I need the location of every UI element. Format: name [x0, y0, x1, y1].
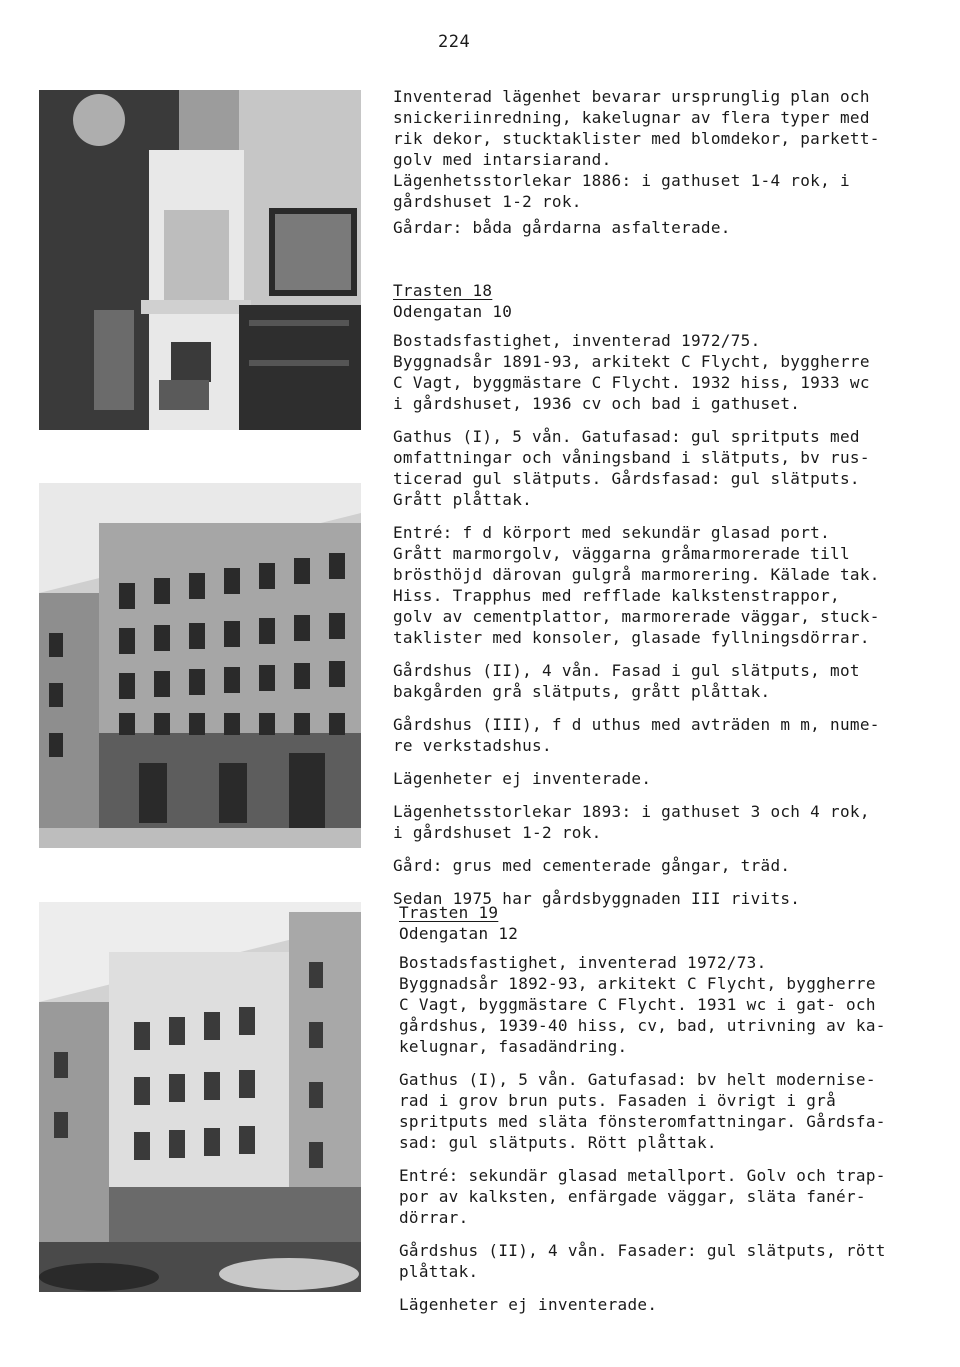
text-column-lower: [399, 902, 939, 1315]
text-line: Grått marmorgolv, väggarna gråmarmorerade till: [393, 544, 850, 563]
text-line: bakgården grå slätputs, grått plåttak.: [393, 682, 771, 701]
text-line: Entré: sekundär glasad metallport. Golv och trap-: [399, 1166, 886, 1185]
text-line: Hiss. Trapphus med refflade kalkstenstrappor,: [393, 586, 840, 605]
intro-line: gårdshuset 1-2 rok.: [393, 192, 582, 211]
text-column-upper: [393, 86, 933, 909]
section-title-trasten-18: Trasten 18: [393, 281, 493, 300]
intro-line: Lägenhetsstorlekar 1886: i gathuset 1-4 rok, i: [393, 171, 850, 190]
text-line: rad i grov brun puts. Fasaden i övrigt i grå: [399, 1091, 837, 1110]
text-line: taklister med konsoler, glasade fyllningsdörrar.: [393, 628, 870, 647]
text-line: Byggnadsår 1892-93, arkitekt C Flycht, byggherre: [399, 974, 876, 993]
street-odengatan-10: Odengatan 10: [393, 302, 513, 321]
text-line: Bostadsfastighet, inventerad 1972/75.: [393, 331, 761, 350]
text-line: Byggnadsår 1891-93, arkitekt C Flycht, byggherre: [393, 352, 870, 371]
intro-line: Inventerad lägenhet bevarar ursprunglig plan och: [393, 87, 870, 106]
text-line: Gårdshus (II), 4 vån. Fasad i gul slätputs, mot: [393, 661, 860, 680]
text-line: brösthöjd därovan gulgrå marmorering. Kälade tak.: [393, 565, 880, 584]
text-line: Gathus (I), 5 vån. Gatufasad: gul spritputs med: [393, 427, 860, 446]
text-line: por av kalksten, enfärgade väggar, släta fanér-: [399, 1187, 866, 1206]
text-line: Gårdshus (II), 4 vån. Fasader: gul slätputs, rött: [399, 1241, 886, 1260]
intro-line: rik dekor, stucktaklister med blomdekor, parkett-: [393, 129, 880, 148]
text-line: spritputs med släta fönsteromfattningar. Gårdsfa-: [399, 1112, 886, 1131]
text-line: plåttak.: [399, 1262, 479, 1281]
intro-line: snickeriinredning, kakelugnar av flera typer med: [393, 108, 870, 127]
text-line: Grått plåttak.: [393, 490, 533, 509]
facade-photo-odengatan-12: [39, 902, 361, 1292]
text-line: C Vagt, byggmästare C Flycht. 1931 wc i gat- och: [399, 995, 876, 1014]
intro-line: golv med intarsiarand.: [393, 150, 612, 169]
text-line: sad: gul slätputs. Rött plåttak.: [399, 1133, 717, 1152]
text-line: i gårdshuset, 1936 cv och bad i gathuset.: [393, 394, 801, 413]
text-line: golv av cementplattor, marmorerade väggar, stuck-: [393, 607, 880, 626]
text-line: dörrar.: [399, 1208, 469, 1227]
text-line: Lägenheter ej inventerade.: [399, 1295, 658, 1314]
intro-line: Gårdar: båda gårdarna asfalterade.: [393, 218, 731, 237]
text-line: Bostadsfastighet, inventerad 1972/73.: [399, 953, 767, 972]
text-line: Entré: f d körport med sekundär glasad port.: [393, 523, 831, 542]
page-number: 224: [438, 32, 471, 52]
text-line: re verkstadshus.: [393, 736, 552, 755]
section-title-trasten-19: Trasten 19: [399, 903, 499, 922]
text-line: gårdshus, 1939-40 hiss, cv, bad, utrivning av ka-: [399, 1016, 886, 1035]
text-line: kelugnar, fasadändring.: [399, 1037, 628, 1056]
text-line: Sedan 1975 har gårdsbyggnaden III rivits.: [393, 889, 801, 908]
text-line: ticerad gul slätputs. Gårdsfasad: gul slätputs.: [393, 469, 860, 488]
text-line: C Vagt, byggmästare C Flycht. 1932 hiss, 1933 wc: [393, 373, 870, 392]
text-line: omfattningar och våningsband i slätputs, bv rus-: [393, 448, 870, 467]
street-odengatan-12: Odengatan 12: [399, 924, 519, 943]
interior-photo: [39, 90, 361, 430]
text-line: Lägenhetsstorlekar 1893: i gathuset 3 och 4 rok,: [393, 802, 870, 821]
text-line: Lägenheter ej inventerade.: [393, 769, 652, 788]
text-line: Gårdshus (III), f d uthus med avträden m m, nume-: [393, 715, 880, 734]
text-line: Gård: grus med cementerade gångar, träd.: [393, 856, 791, 875]
facade-photo-odengatan-10: [39, 483, 361, 848]
text-line: Gathus (I), 5 vån. Gatufasad: bv helt modernise-: [399, 1070, 876, 1089]
text-line: i gårdshuset 1-2 rok.: [393, 823, 602, 842]
